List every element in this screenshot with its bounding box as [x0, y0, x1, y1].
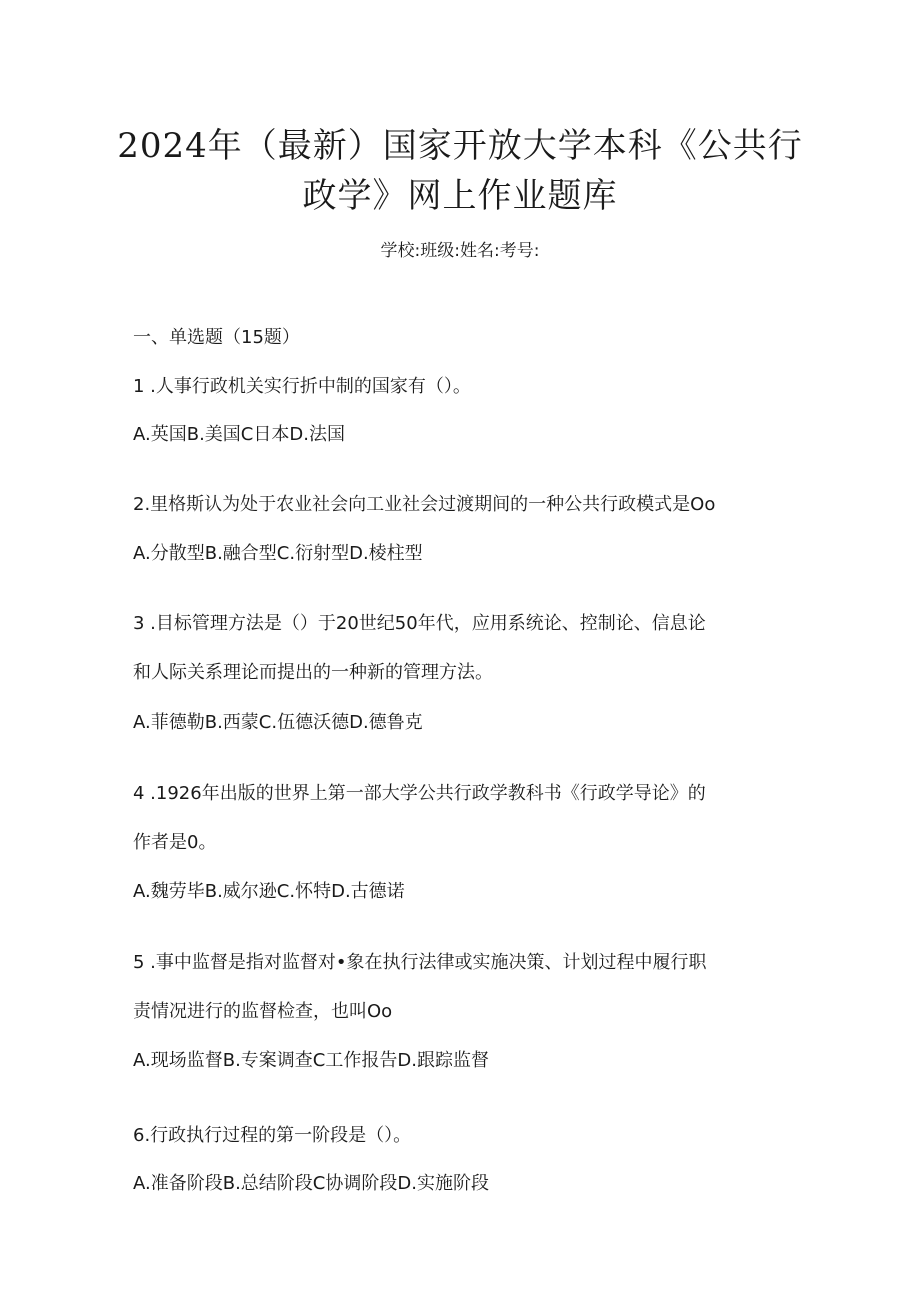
- question-2-stem: 2.里格斯认为处于农业社会向工业社会过渡期间的一种公共行政模式是Oo: [133, 494, 716, 515]
- document-title-line-2: 政学》网上作业题库: [302, 176, 618, 216]
- question-3-stem-line-2: 和人际关系理论而提出的一种新的管理方法。: [133, 662, 493, 683]
- section-heading: 一、单选题（15题）: [133, 327, 300, 348]
- question-4-stem-line-1: 4 .1926年出版的世界上第一部大学公共行政学教科书《行政学导论》的: [133, 783, 706, 804]
- question-6-options: A.准备阶段B.总结阶段C协调阶段D.实施阶段: [133, 1173, 489, 1194]
- question-4-options: A.魏劳毕B.威尔逊C.怀特D.古德诺: [133, 881, 405, 902]
- question-3-options: A.菲德勒B.西蒙C.伍德沃德D.德鲁克: [133, 712, 423, 733]
- question-3-stem-line-1: 3 .目标管理方法是（）于20世纪50年代，应用系统论、控制论、信息论: [133, 613, 706, 634]
- question-5-stem-line-1: 5 .事中监督是指对监督对•象在执行法律或实施决策、计划过程中履行职: [133, 952, 707, 973]
- document-title-line-1: 2024年（最新）国家开放大学本科《公共行: [117, 126, 803, 166]
- question-1-options: A.英国B.美国C日本D.法国: [133, 424, 345, 445]
- question-1-stem: 1 .人事行政机关实行折中制的国家有（）。: [133, 376, 471, 397]
- question-5-options: A.现场监督B.专案调查C工作报告D.跟踪监督: [133, 1050, 489, 1071]
- question-5-stem-line-2: 责情况进行的监督检查，也叫Oo: [133, 1001, 393, 1022]
- question-4-stem-line-2: 作者是0。: [133, 832, 217, 853]
- question-6-stem: 6.行政执行过程的第一阶段是（）。: [133, 1125, 412, 1146]
- student-info-line: 学校:班级:姓名:考号:: [380, 241, 540, 261]
- question-2-options: A.分散型B.融合型C.衍射型D.棱柱型: [133, 543, 423, 564]
